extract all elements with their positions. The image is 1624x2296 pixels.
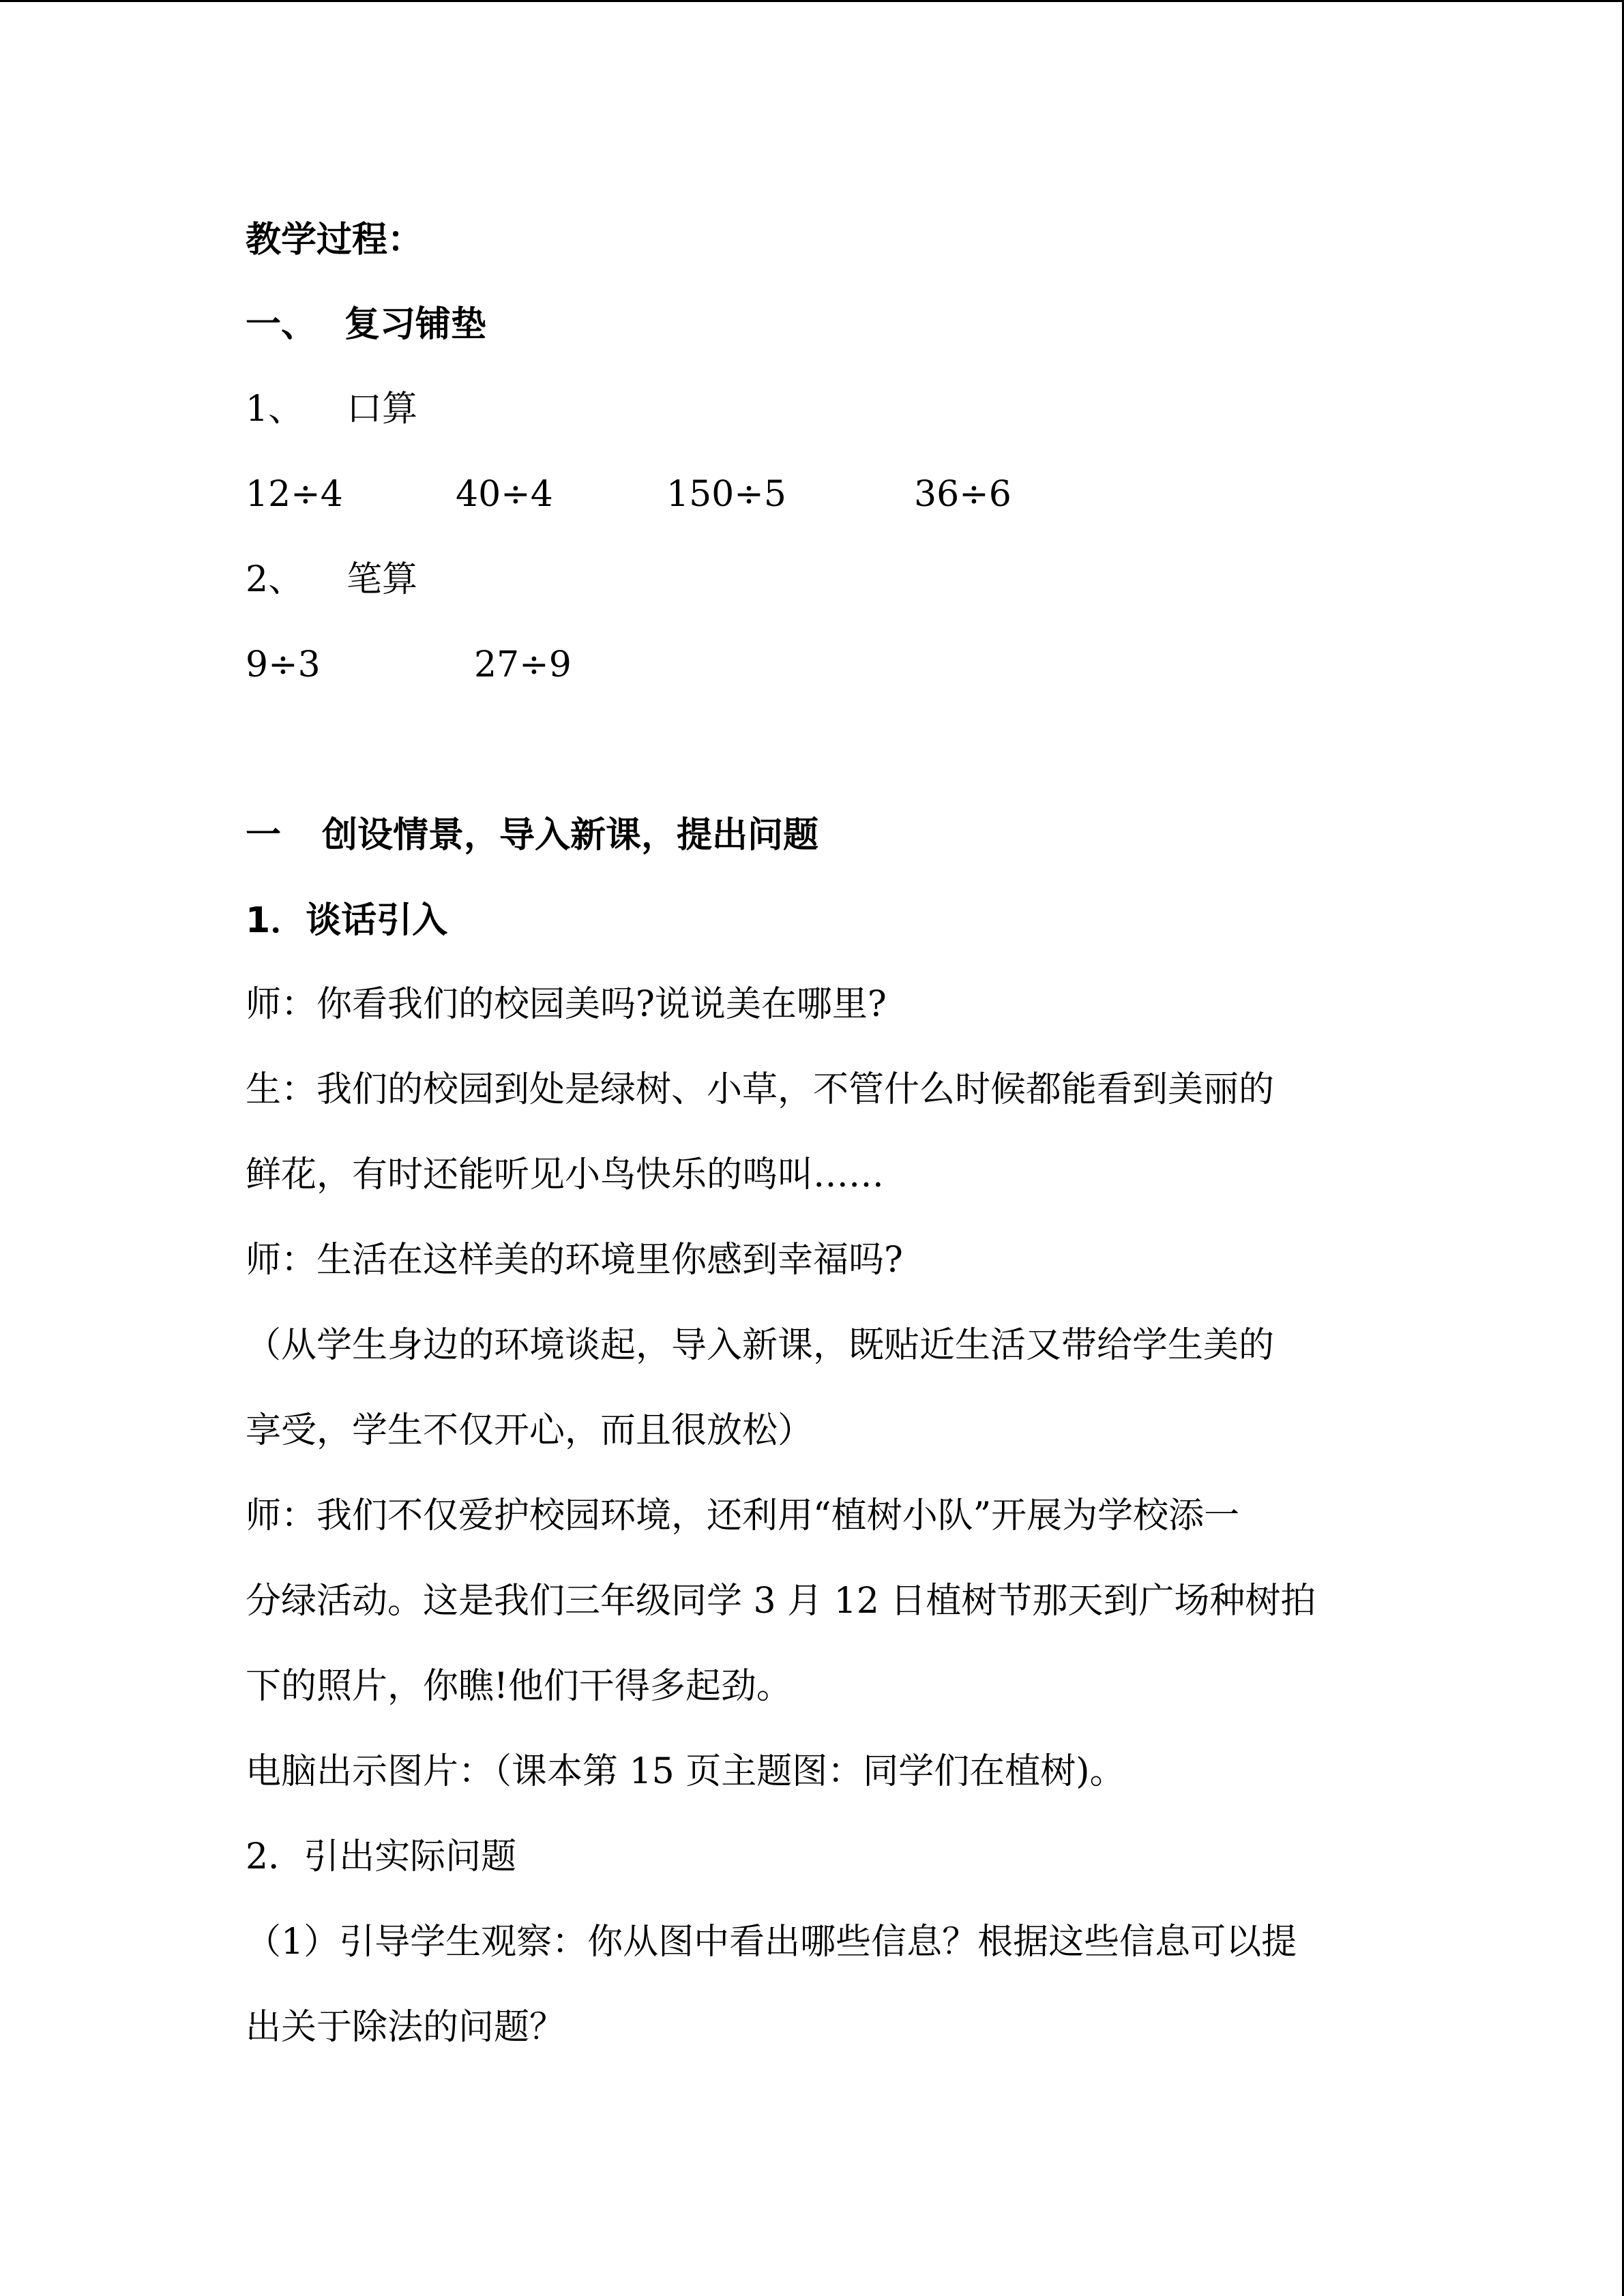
paragraph-line: 师：你看我们的校园美吗?说说美在哪里? — [246, 984, 887, 1025]
page-border-top — [0, 0, 1624, 2]
paragraph-line: 享受，学生不仅开心，而且很放松） — [246, 1410, 814, 1451]
paragraph-line: 分绿活动。这是我们三年级同学 3 月 12 日植树节那天到广场种树拍 — [246, 1581, 1316, 1622]
item1-label: 口算 — [346, 389, 418, 430]
paragraph-line: 生：我们的校园到处是绿树、小草，不管什么时候都能看到美丽的 — [246, 1069, 1275, 1110]
paragraph-line: 电脑出示图片：（课本第 15 页主题图：同学们在植树)。 — [246, 1751, 1125, 1792]
oral-calc-row — [246, 474, 1064, 515]
subheading-problem: 2．引出实际问题 — [246, 1836, 517, 1877]
section1-heading-number: 一、 — [246, 304, 317, 345]
paragraph-line: 出关于除法的问题？ — [246, 2007, 565, 2048]
written-expression: 9÷3 — [246, 644, 321, 685]
section2-heading-text: 创设情景，导入新课，提出问题 — [322, 815, 819, 856]
paragraph-line: 鲜花，有时还能听见小鸟快乐的鸣叫…… — [246, 1154, 885, 1195]
paragraph-line: 师：我们不仅爱护校园环境，还利用“植树小队”开展为学校添一 — [246, 1495, 1240, 1536]
paragraph-line: （从学生身边的环境谈起，导入新课，既贴近生活又带给学生美的 — [246, 1325, 1275, 1366]
written-calc-row — [246, 644, 791, 685]
oral-expression: 36÷6 — [914, 474, 1012, 515]
item2-label: 笔算 — [346, 559, 418, 600]
item2-number: 2、 — [246, 559, 304, 600]
paragraph-line: 下的照片，你瞧!他们干得多起劲。 — [246, 1666, 792, 1707]
oral-expression: 12÷4 — [246, 474, 343, 515]
oral-expression: 40÷4 — [456, 474, 553, 515]
paragraph-line: （1）引导学生观察：你从图中看出哪些信息？根据这些信息可以提 — [246, 1922, 1297, 1963]
section2-heading-number: 一 — [246, 815, 282, 856]
subheading-talk-intro: 1．谈话引入 — [246, 900, 448, 941]
item1-line — [246, 389, 418, 430]
section1-heading — [246, 304, 487, 345]
section2-heading — [246, 815, 819, 856]
oral-expression: 150÷5 — [666, 474, 786, 515]
paragraph-line: 师：生活在这样美的环境里你感到幸福吗? — [246, 1240, 903, 1281]
written-expression: 27÷9 — [474, 644, 572, 685]
section1-heading-text: 复习铺垫 — [344, 304, 487, 345]
page-title: 教学过程： — [246, 220, 424, 260]
item1-number: 1、 — [246, 389, 304, 430]
item2-line — [246, 559, 418, 600]
